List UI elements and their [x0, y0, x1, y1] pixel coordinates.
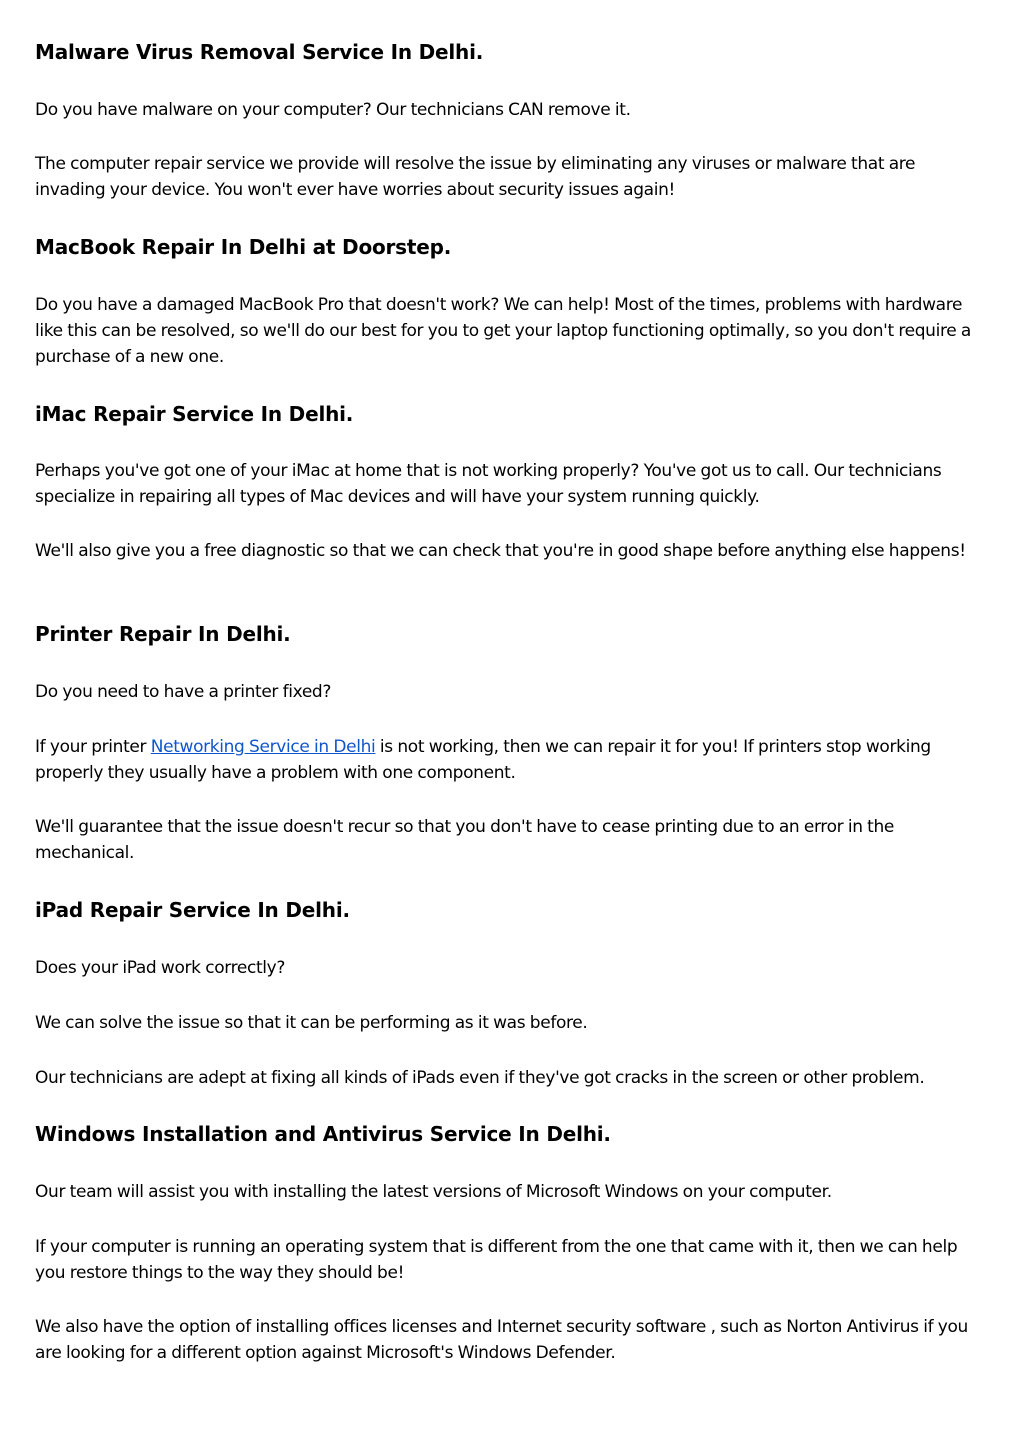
paragraph: The computer repair service we provide will resolve the issue by eliminating any viruses or malware that are invading your device. You won't ever have worries about security issues again!: [35, 154, 916, 200]
paragraph: Our technicians are adept at fixing all kinds of iPads even if they've got cracks in the screen or other problem.: [35, 1068, 925, 1088]
link-paragraph-before: If your printer: [35, 737, 151, 757]
paragraph: If your computer is running an operating system that is different from the one that came with it, then we can help you restore things to the way they should be!: [35, 1237, 958, 1283]
section-heading-ipad: iPad Repair Service In Delhi.: [35, 898, 350, 922]
networking-service-link[interactable]: Networking Service in Delhi: [150, 737, 376, 757]
paragraph: We also have the option of installing offices licenses and Internet security software , such as Norton Antivirus if you are looking for a different option against Microsoft's Windows Defender.: [35, 1317, 968, 1363]
paragraph: Does your iPad work correctly?: [35, 958, 286, 978]
paragraph: Perhaps you've got one of your iMac at home that is not working properly? You've got us to call. Our technicians specialize in repairing all types of Mac devices and will have your system running quickly.: [35, 461, 942, 507]
section-heading-printer: Printer Repair In Delhi.: [35, 622, 291, 646]
paragraph-with-link: [35, 734, 984, 786]
paragraph: Do you need to have a printer fixed?: [35, 682, 332, 702]
paragraph: Do you have a damaged MacBook Pro that doesn't work? We can help! Most of the times, problems with hardware like this can be resolved, so we'll do our best for you to get your laptop functioning optimally, so you don't require a purchase of a new one.: [35, 295, 971, 367]
section-heading-windows: Windows Installation and Antivirus Service In Delhi.: [35, 1122, 611, 1146]
paragraph: We'll also give you a free diagnostic so that we can check that you're in good shape before anything else happens!: [35, 541, 966, 561]
paragraph: Do you have malware on your computer? Our technicians CAN remove it.: [35, 100, 631, 120]
section-heading-macbook: MacBook Repair In Delhi at Doorstep.: [35, 235, 452, 259]
section-heading-imac: iMac Repair Service In Delhi.: [35, 402, 354, 426]
paragraph: We'll guarantee that the issue doesn't recur so that you don't have to cease printing due to an error in the mechanical.: [35, 817, 895, 863]
section-heading-malware: Malware Virus Removal Service In Delhi.: [35, 40, 484, 64]
link-paragraph-after: is not working, then we can repair it for you! If printers stop working properly they usually have a problem with one component.: [35, 737, 931, 783]
paragraph: We can solve the issue so that it can be performing as it was before.: [35, 1013, 588, 1033]
paragraph: Our team will assist you with installing the latest versions of Microsoft Windows on your computer.: [35, 1182, 832, 1202]
